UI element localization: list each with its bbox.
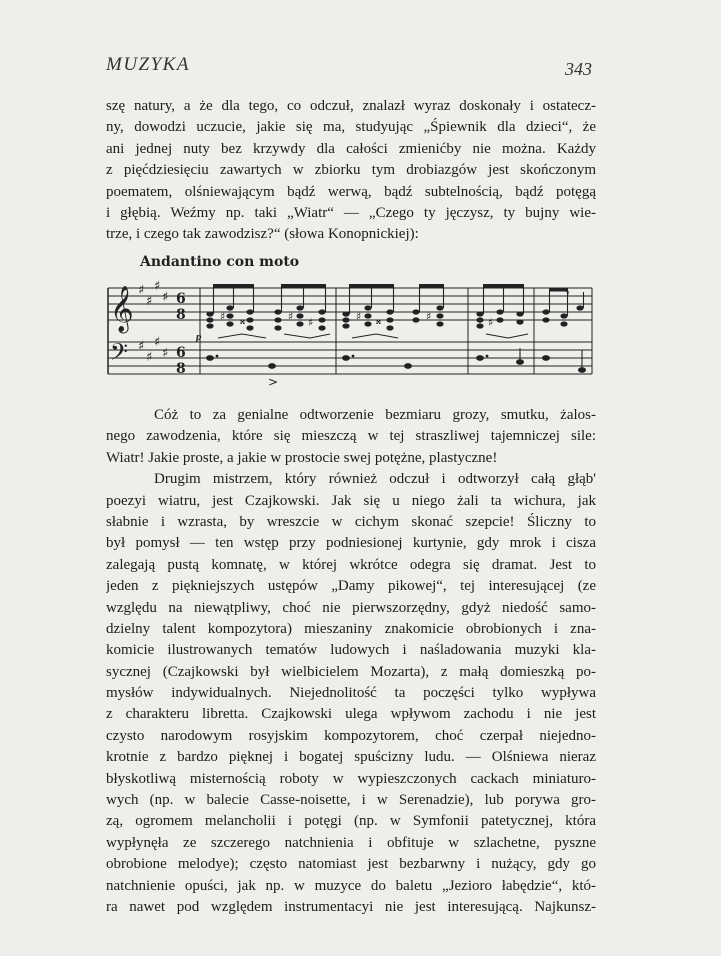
text-line: jeden z piękniejszych ustępów „Damy pikowej“, tej interesującej (ze [106, 578, 596, 595]
text-line: słabnie i wzrasta, by wreszcie w cichym skonać szepcie! Śliczny to [106, 513, 596, 530]
svg-text:♯: ♯ [426, 310, 432, 323]
music-score [100, 268, 600, 393]
text-line: ny, dowodzi uczucie, jakie się ma, studyując „Śpiewnik dla dzieci“, że [106, 119, 596, 136]
score-svg [100, 268, 600, 393]
text-line: komicie ilustrowanych tematów ludowych i naśladowania muzyki kla- [106, 642, 596, 659]
rest-icon: 𝄾 [566, 286, 570, 302]
text-line: względu na niewątpliwy, choć nie pierwszorzędny, gdyż niedość samo- [106, 599, 596, 616]
text-line: był pomysł — ten wstęp przy podniesionej kurtynie, gdy mrok i cisza [106, 535, 596, 552]
svg-text:♯: ♯ [138, 339, 145, 354]
hairpins [218, 334, 528, 338]
treble-notes [206, 305, 583, 330]
text-line: Cóż to za genialne odtworzenie bezmiaru grozy, smutku, żalos- [154, 407, 596, 423]
svg-text:♯: ♯ [162, 290, 169, 305]
svg-text:♯: ♯ [154, 335, 161, 350]
text-line: sycznej (Czajkowski był wielbicielem Mozarta), z małą domieszką po- [106, 663, 596, 680]
text-line: krotnie z bardzo pięknej i bogatej spuścizny ludu. — Olśniewa nieraz [106, 749, 596, 766]
text-line: czysto narodowym rosyjskim kompozytorem, choć czerpał niejedno- [106, 727, 596, 744]
text-line: szę natury, a że dla tego, co odczuł, znalazł wyraz doskonały i ostatecz- [106, 98, 596, 114]
svg-text:♯: ♯ [138, 283, 145, 298]
text-line: zą, ogromem melancholii i potęgi (np. w Symfonii patetycznej, która [106, 813, 596, 830]
augmentation-dots [216, 355, 489, 358]
text-line: wych (np. w balecie Casse-noisette, i w Serenadzie), lub porywa gro- [106, 792, 596, 809]
svg-text:♯: ♯ [154, 279, 161, 294]
main-paragraphs [106, 405, 596, 918]
accent-marking: > [268, 375, 279, 389]
text-line: Drugim mistrzem, który również odczuł i odtworzył całą głąb' [154, 471, 596, 488]
text-line: z charakteru libretta. Czajkowski ulega wpływom zachodu i nie jest [106, 706, 596, 723]
key-signature [138, 279, 168, 365]
svg-text:♯: ♯ [488, 316, 494, 329]
bass-clef-icon: 𝄢 [110, 338, 129, 371]
text-line: z pięćdziesięciu zawartych w zbiorku tym drobiazgów jest skończonym [106, 162, 596, 179]
text-line: nego zawodzenia, które się mieszczą w tej straszliwej tajemniczej sile: [106, 428, 596, 445]
svg-text:6: 6 [176, 345, 186, 361]
intro-paragraph [106, 96, 596, 246]
svg-text:♯: ♯ [146, 294, 153, 309]
text-line: natchnienie opuści, jak np. w muzyce do baletu „Jezioro łabędzie“, któ- [106, 877, 596, 894]
text-line: obrobione melodye); często natomiast jest bezbarwny i nużący, gdy go [106, 856, 596, 873]
text-line: dzielny talent kompozytora) mieszaniny znakomicie obrobionych i zna- [106, 620, 596, 637]
text-line: ani jednej nuty bez krzywdy dla całości zmienićby nie można. Każdy [106, 140, 596, 157]
running-title: MUZYKA [106, 54, 190, 75]
text-line: trze, i czego tak zawodzisz?“ (słowa Konopnickiej): [106, 226, 419, 243]
text-line: wypłynęła ze szczerego natchnienia i obfituje w szlachetne, pyszne [106, 834, 596, 851]
treble-clef-icon: 𝄞 [110, 286, 134, 332]
text-line: poematem, olśniewającym bądź werwą, bądź subtelnością, bądź potęgą [106, 183, 596, 200]
svg-text:♯: ♯ [146, 350, 153, 365]
text-line: poezyi wiatru, jest Czajkowski. Jak się u niego żali ta wichura, jak [106, 492, 596, 509]
text-line: Wiatr! Jakie proste, a jakie w prostocie swej potężne, plastyczne! [106, 449, 498, 466]
dynamic-marking: p [196, 331, 202, 343]
svg-text:𝄪: 𝄪 [376, 314, 381, 327]
text-line: mysłów indywidualnych. Niejednolitość ta poczęści tylko wypływa [106, 685, 596, 702]
svg-text:♯: ♯ [308, 316, 314, 329]
bass-stems [520, 348, 582, 370]
svg-text:♯: ♯ [220, 310, 226, 323]
text-line: i głębią. Weźmy np. taki „Wiatr“ — „Czego ty jęczysz, ty bujny wie- [106, 204, 596, 221]
text-line: błyskotliwą misternością roboty w wypieszczonych cackach miniaturo- [106, 770, 596, 787]
time-signature [176, 291, 186, 377]
svg-text:♯: ♯ [162, 346, 169, 361]
tempo-marking: Andantino con moto [140, 254, 300, 270]
svg-text:♯: ♯ [356, 310, 362, 323]
svg-text:6: 6 [176, 291, 186, 307]
svg-text:8: 8 [176, 307, 186, 323]
svg-text:♯: ♯ [288, 310, 294, 323]
text-line: ra nawet pod względem instrumentacyi nie jest interesującą. Najkunsz- [106, 898, 596, 915]
svg-text:8: 8 [176, 361, 186, 377]
text-line: zalegają pustą komnatę, w której wkrótce odegra się dramat. Jest to [106, 556, 596, 573]
page-number: 343 [565, 59, 592, 79]
svg-text:𝄪: 𝄪 [240, 314, 245, 327]
